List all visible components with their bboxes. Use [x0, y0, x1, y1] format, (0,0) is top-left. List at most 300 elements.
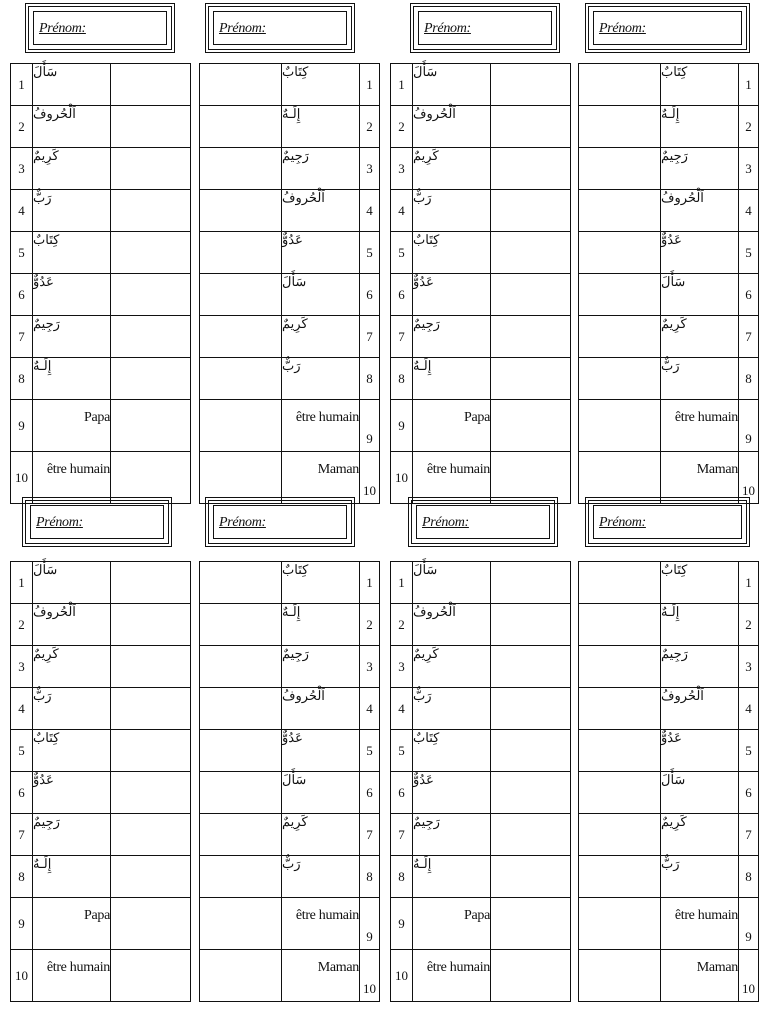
answer-cell[interactable]	[111, 358, 191, 400]
table-row	[200, 950, 380, 1002]
word-cell: رَبٌّ	[413, 688, 491, 730]
word-cell: Maman	[282, 950, 360, 1002]
answer-cell[interactable]	[200, 316, 282, 358]
answer-cell[interactable]	[111, 772, 191, 814]
word-cell: اَلْحُروفُ	[661, 190, 739, 232]
answer-cell[interactable]	[111, 190, 191, 232]
answer-cell[interactable]	[111, 604, 191, 646]
row-number: 4	[391, 688, 413, 730]
word-cell: عَدُوٌّ	[33, 274, 111, 316]
table-row	[200, 646, 380, 688]
table-row	[579, 232, 759, 274]
word-cell: رَجِيمٌ	[33, 316, 111, 358]
table-row	[11, 452, 191, 504]
row-number: 5	[739, 232, 759, 274]
table-row	[11, 604, 191, 646]
answer-cell[interactable]	[491, 688, 571, 730]
word-cell: être humain	[661, 898, 739, 950]
table-row	[200, 64, 380, 106]
row-number: 4	[391, 190, 413, 232]
table-row	[11, 646, 191, 688]
name-label: Prénom:	[219, 21, 266, 36]
answer-cell[interactable]	[200, 646, 282, 688]
word-cell: Maman	[661, 452, 739, 504]
answer-cell[interactable]	[491, 562, 571, 604]
table-row	[200, 898, 380, 950]
table-row	[579, 604, 759, 646]
answer-cell[interactable]	[200, 730, 282, 772]
table-row	[579, 316, 759, 358]
answer-cell[interactable]	[579, 562, 661, 604]
word-cell: Papa	[33, 400, 111, 452]
answer-cell[interactable]	[491, 730, 571, 772]
row-number: 7	[11, 316, 33, 358]
word-cell: عَدُوٌّ	[661, 730, 739, 772]
row-number: 8	[11, 358, 33, 400]
table-row	[11, 316, 191, 358]
row-number: 2	[360, 604, 380, 646]
word-cell: رَجِيمٌ	[282, 646, 360, 688]
row-number: 1	[739, 562, 759, 604]
name-label: Prénom:	[599, 21, 646, 36]
answer-cell[interactable]	[491, 814, 571, 856]
word-cell: رَبٌّ	[661, 358, 739, 400]
answer-cell[interactable]	[491, 898, 571, 950]
row-number: 5	[11, 730, 33, 772]
row-number: 7	[391, 316, 413, 358]
row-number: 5	[11, 232, 33, 274]
answer-cell[interactable]	[579, 856, 661, 898]
answer-cell[interactable]	[579, 316, 661, 358]
table-row	[579, 64, 759, 106]
row-number: 6	[11, 274, 33, 316]
word-cell: Maman	[661, 950, 739, 1002]
table-row	[579, 898, 759, 950]
table-row	[200, 316, 380, 358]
row-number: 9	[360, 898, 380, 950]
table-row	[11, 772, 191, 814]
row-number: 9	[391, 898, 413, 950]
word-cell: رَجِيمٌ	[282, 148, 360, 190]
row-number: 7	[360, 814, 380, 856]
table-row	[579, 646, 759, 688]
word-cell: رَبٌّ	[661, 856, 739, 898]
word-cell: اَلْحُروفُ	[661, 688, 739, 730]
table-row	[391, 64, 571, 106]
answer-cell[interactable]	[491, 950, 571, 1002]
row-number: 3	[739, 646, 759, 688]
word-cell: عَدُوٌّ	[282, 232, 360, 274]
answer-cell[interactable]	[491, 358, 571, 400]
table-row	[11, 106, 191, 148]
answer-cell[interactable]	[579, 604, 661, 646]
row-number: 1	[11, 64, 33, 106]
word-cell: سَأَلَ	[413, 64, 491, 106]
row-number: 6	[360, 274, 380, 316]
table-row	[391, 106, 571, 148]
answer-cell[interactable]	[200, 604, 282, 646]
table-row	[579, 950, 759, 1002]
row-number: 7	[11, 814, 33, 856]
row-number: 2	[11, 106, 33, 148]
row-number: 1	[739, 64, 759, 106]
table-row	[11, 358, 191, 400]
name-box	[25, 3, 175, 53]
table-row	[579, 688, 759, 730]
table-row	[200, 232, 380, 274]
row-number: 4	[739, 190, 759, 232]
answer-cell[interactable]	[200, 400, 282, 452]
answer-cell[interactable]	[579, 358, 661, 400]
answer-cell[interactable]	[200, 190, 282, 232]
name-box	[408, 497, 558, 547]
table-row	[11, 688, 191, 730]
word-cell: être humain	[413, 452, 491, 504]
table-row	[391, 562, 571, 604]
word-cell: سَأَلَ	[282, 772, 360, 814]
row-number: 2	[391, 106, 413, 148]
row-number: 2	[739, 106, 759, 148]
table-row	[391, 814, 571, 856]
word-cell: كِتَابٌ	[661, 562, 739, 604]
word-cell: إِلَـهٌ	[661, 106, 739, 148]
word-cell: être humain	[282, 898, 360, 950]
name-label: Prénom:	[422, 515, 469, 530]
answer-cell[interactable]	[579, 646, 661, 688]
row-number: 10	[11, 950, 33, 1002]
answer-cell[interactable]	[200, 452, 282, 504]
word-cell: كَرِيمٌ	[661, 316, 739, 358]
word-cell: عَدُوٌّ	[33, 772, 111, 814]
word-cell: كِتَابٌ	[413, 232, 491, 274]
row-number: 6	[391, 772, 413, 814]
word-cell: سَأَلَ	[33, 64, 111, 106]
name-box	[22, 497, 172, 547]
word-table	[578, 63, 759, 504]
word-cell: عَدُوٌّ	[413, 274, 491, 316]
table-row	[200, 856, 380, 898]
word-cell: كِتَابٌ	[33, 730, 111, 772]
table-row	[579, 148, 759, 190]
word-cell: عَدُوٌّ	[661, 232, 739, 274]
table-row	[200, 452, 380, 504]
row-number: 8	[391, 856, 413, 898]
word-cell: كِتَابٌ	[413, 730, 491, 772]
word-cell: سَأَلَ	[661, 274, 739, 316]
table-row	[11, 730, 191, 772]
row-number: 5	[360, 232, 380, 274]
row-number: 1	[391, 64, 413, 106]
word-table	[199, 63, 380, 504]
row-number: 8	[360, 358, 380, 400]
answer-cell[interactable]	[579, 688, 661, 730]
row-number: 9	[11, 400, 33, 452]
row-number: 9	[739, 400, 759, 452]
table-row	[391, 646, 571, 688]
row-number: 9	[739, 898, 759, 950]
row-number: 8	[391, 358, 413, 400]
answer-cell[interactable]	[491, 274, 571, 316]
word-cell: كِتَابٌ	[33, 232, 111, 274]
row-number: 9	[360, 400, 380, 452]
table-row	[11, 814, 191, 856]
word-cell: être humain	[413, 950, 491, 1002]
row-number: 4	[360, 688, 380, 730]
answer-cell[interactable]	[200, 64, 282, 106]
table-row	[11, 856, 191, 898]
row-number: 1	[360, 64, 380, 106]
table-row	[200, 562, 380, 604]
name-label: Prénom:	[36, 515, 83, 530]
answer-cell[interactable]	[111, 856, 191, 898]
word-cell: كَرِيمٌ	[413, 646, 491, 688]
table-row	[391, 274, 571, 316]
answer-cell[interactable]	[200, 814, 282, 856]
answer-cell[interactable]	[111, 688, 191, 730]
row-number: 10	[739, 950, 759, 1002]
answer-cell[interactable]	[111, 148, 191, 190]
table-row	[391, 452, 571, 504]
word-cell: كَرِيمٌ	[33, 148, 111, 190]
row-number: 4	[739, 688, 759, 730]
table-row	[391, 772, 571, 814]
word-cell: إِلَـهٌ	[282, 604, 360, 646]
word-cell: اَلْحُروفُ	[33, 604, 111, 646]
answer-cell[interactable]	[491, 148, 571, 190]
answer-cell[interactable]	[111, 232, 191, 274]
word-cell: اَلْحُروفُ	[33, 106, 111, 148]
word-cell: سَأَلَ	[33, 562, 111, 604]
word-cell: كِتَابٌ	[661, 64, 739, 106]
word-cell: رَبٌّ	[282, 856, 360, 898]
row-number: 10	[360, 452, 380, 504]
table-row	[200, 688, 380, 730]
table-row	[579, 106, 759, 148]
answer-cell[interactable]	[200, 562, 282, 604]
word-cell: اَلْحُروفُ	[282, 688, 360, 730]
answer-cell[interactable]	[491, 316, 571, 358]
answer-cell[interactable]	[491, 772, 571, 814]
table-row	[11, 148, 191, 190]
table-row	[391, 856, 571, 898]
word-cell: عَدُوٌّ	[413, 772, 491, 814]
word-cell: إِلَـهٌ	[413, 856, 491, 898]
row-number: 10	[739, 452, 759, 504]
answer-cell[interactable]	[200, 106, 282, 148]
word-cell: كَرِيمٌ	[661, 814, 739, 856]
answer-cell[interactable]	[491, 64, 571, 106]
row-number: 8	[360, 856, 380, 898]
table-row	[579, 452, 759, 504]
table-row	[391, 232, 571, 274]
row-number: 10	[391, 452, 413, 504]
word-cell: عَدُوٌّ	[282, 730, 360, 772]
table-row	[200, 772, 380, 814]
answer-cell[interactable]	[111, 730, 191, 772]
word-cell: إِلَـهٌ	[413, 358, 491, 400]
word-cell: سَأَلَ	[661, 772, 739, 814]
table-row	[579, 358, 759, 400]
row-number: 7	[360, 316, 380, 358]
table-row	[579, 856, 759, 898]
row-number: 6	[739, 772, 759, 814]
row-number: 2	[739, 604, 759, 646]
answer-cell[interactable]	[491, 400, 571, 452]
answer-cell[interactable]	[579, 452, 661, 504]
name-label: Prénom:	[599, 515, 646, 530]
name-label: Prénom:	[219, 515, 266, 530]
row-number: 8	[11, 856, 33, 898]
word-table	[199, 561, 380, 1002]
answer-cell[interactable]	[111, 814, 191, 856]
word-cell: كَرِيمٌ	[413, 148, 491, 190]
table-row	[11, 232, 191, 274]
word-cell: رَجِيمٌ	[661, 148, 739, 190]
table-row	[391, 950, 571, 1002]
answer-cell[interactable]	[200, 148, 282, 190]
word-table	[578, 561, 759, 1002]
answer-cell[interactable]	[491, 106, 571, 148]
name-box	[410, 3, 560, 53]
word-cell: إِلَـهٌ	[33, 358, 111, 400]
word-cell: كَرِيمٌ	[282, 814, 360, 856]
answer-cell[interactable]	[491, 452, 571, 504]
table-row	[391, 190, 571, 232]
row-number: 3	[391, 646, 413, 688]
answer-cell[interactable]	[579, 400, 661, 452]
word-cell: رَجِيمٌ	[661, 646, 739, 688]
word-cell: رَجِيمٌ	[413, 814, 491, 856]
word-cell: اَلْحُروفُ	[413, 106, 491, 148]
answer-cell[interactable]	[200, 856, 282, 898]
answer-cell[interactable]	[200, 232, 282, 274]
answer-cell[interactable]	[579, 64, 661, 106]
row-number: 3	[360, 148, 380, 190]
word-cell: كَرِيمٌ	[33, 646, 111, 688]
row-number: 9	[391, 400, 413, 452]
row-number: 2	[391, 604, 413, 646]
row-number: 4	[360, 190, 380, 232]
name-box	[585, 3, 750, 53]
answer-cell[interactable]	[491, 646, 571, 688]
table-row	[579, 772, 759, 814]
answer-cell[interactable]	[111, 562, 191, 604]
table-row	[11, 950, 191, 1002]
answer-cell[interactable]	[579, 950, 661, 1002]
word-cell: اَلْحُروفُ	[413, 604, 491, 646]
answer-cell[interactable]	[111, 316, 191, 358]
answer-cell[interactable]	[200, 950, 282, 1002]
answer-cell[interactable]	[111, 452, 191, 504]
table-row	[579, 814, 759, 856]
answer-cell[interactable]	[579, 106, 661, 148]
row-number: 7	[739, 316, 759, 358]
answer-cell[interactable]	[579, 232, 661, 274]
row-number: 10	[11, 452, 33, 504]
table-row	[11, 400, 191, 452]
table-row	[200, 730, 380, 772]
answer-cell[interactable]	[491, 856, 571, 898]
answer-cell[interactable]	[579, 814, 661, 856]
word-cell: سَأَلَ	[282, 274, 360, 316]
answer-cell[interactable]	[200, 688, 282, 730]
word-cell: اَلْحُروفُ	[282, 190, 360, 232]
word-cell: رَجِيمٌ	[33, 814, 111, 856]
answer-cell[interactable]	[579, 772, 661, 814]
table-row	[391, 730, 571, 772]
table-row	[579, 562, 759, 604]
answer-cell[interactable]	[491, 232, 571, 274]
table-row	[200, 106, 380, 148]
name-box	[205, 3, 355, 53]
word-cell: Papa	[33, 898, 111, 950]
answer-cell[interactable]	[491, 604, 571, 646]
answer-cell[interactable]	[111, 646, 191, 688]
name-box	[585, 497, 750, 547]
row-number: 5	[391, 232, 413, 274]
row-number: 7	[391, 814, 413, 856]
answer-cell[interactable]	[200, 274, 282, 316]
row-number: 4	[11, 190, 33, 232]
word-cell: إِلَـهٌ	[33, 856, 111, 898]
table-row	[200, 148, 380, 190]
answer-cell[interactable]	[111, 274, 191, 316]
answer-cell[interactable]	[579, 148, 661, 190]
table-row	[579, 274, 759, 316]
row-number: 2	[11, 604, 33, 646]
table-row	[11, 898, 191, 950]
table-row	[200, 604, 380, 646]
answer-cell[interactable]	[200, 772, 282, 814]
row-number: 4	[11, 688, 33, 730]
answer-cell[interactable]	[579, 898, 661, 950]
word-cell: سَأَلَ	[413, 562, 491, 604]
answer-cell[interactable]	[491, 190, 571, 232]
answer-cell[interactable]	[111, 898, 191, 950]
row-number: 6	[391, 274, 413, 316]
word-cell: être humain	[282, 400, 360, 452]
answer-cell[interactable]	[200, 358, 282, 400]
word-cell: être humain	[33, 452, 111, 504]
table-row	[391, 604, 571, 646]
word-cell: كَرِيمٌ	[282, 316, 360, 358]
answer-cell[interactable]	[111, 950, 191, 1002]
word-cell: رَبٌّ	[33, 190, 111, 232]
table-row	[391, 400, 571, 452]
answer-cell[interactable]	[111, 64, 191, 106]
table-row	[11, 562, 191, 604]
row-number: 3	[11, 646, 33, 688]
word-table	[390, 63, 571, 504]
row-number: 3	[739, 148, 759, 190]
answer-cell[interactable]	[579, 190, 661, 232]
word-cell: Maman	[282, 452, 360, 504]
table-row	[391, 148, 571, 190]
answer-cell[interactable]	[200, 898, 282, 950]
word-cell: Papa	[413, 898, 491, 950]
row-number: 10	[391, 950, 413, 1002]
table-row	[391, 898, 571, 950]
answer-cell[interactable]	[111, 400, 191, 452]
row-number: 8	[739, 856, 759, 898]
answer-cell[interactable]	[579, 274, 661, 316]
word-cell: Papa	[413, 400, 491, 452]
answer-cell[interactable]	[111, 106, 191, 148]
table-row	[11, 274, 191, 316]
word-cell: إِلَـهٌ	[282, 106, 360, 148]
row-number: 8	[739, 358, 759, 400]
answer-cell[interactable]	[579, 730, 661, 772]
